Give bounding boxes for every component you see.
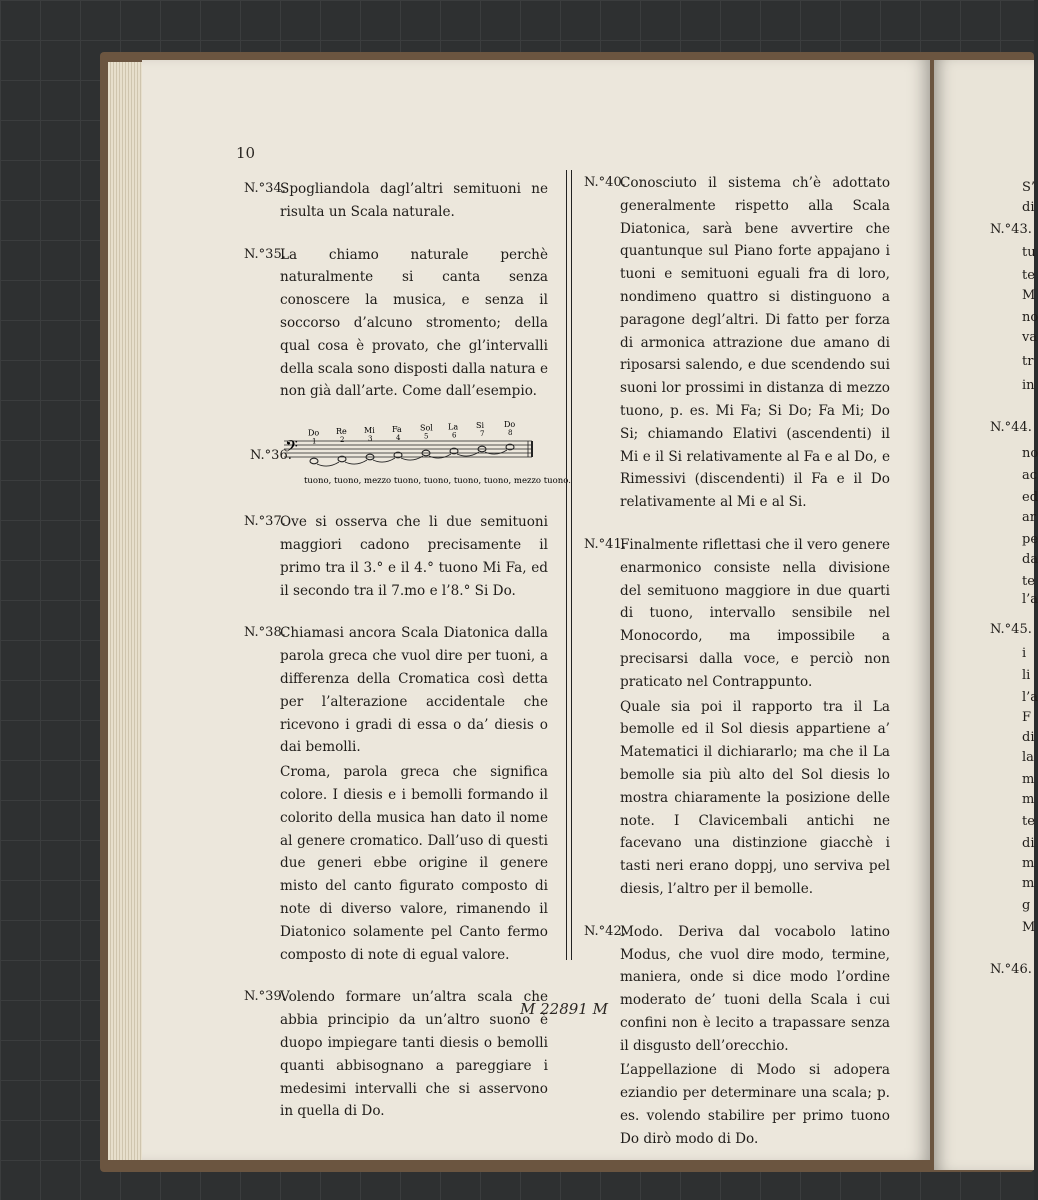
facing-page-fragment: da (1022, 552, 1038, 567)
facing-page-fragment: va (1022, 330, 1038, 345)
note-name: Do (504, 420, 516, 430)
note-degree: 8 (508, 429, 513, 438)
note-degree: 3 (368, 435, 373, 444)
facing-page-fragment: di (1022, 200, 1035, 215)
note-name: Sol (420, 423, 433, 433)
paragraph-text: La chiamo naturale perchè naturalmente si canta senza conoscere la musica, e senza il soccorso d’alcuno stromento; della qual cosa è provato, che gl’intervalli della scala sono disposti dalla natura e non già dall’arte. Come dall’esempio. (280, 246, 548, 400)
facing-page-fragment: M (1022, 920, 1036, 935)
facing-page-fragment: no (1022, 446, 1038, 461)
paragraph-number: N.°36. (250, 448, 292, 464)
paragraph-34 (244, 178, 548, 224)
note-degree: 2 (340, 436, 345, 445)
music-staff (284, 420, 571, 489)
paragraph-38 (244, 622, 548, 759)
paragraph-35 (244, 244, 548, 404)
note-name: Re (336, 427, 347, 437)
facing-page-fragment: l’a (1022, 690, 1038, 705)
note-head (310, 458, 318, 464)
note-name: Mi (364, 426, 375, 436)
next-page-label: N.°46. (990, 962, 1032, 977)
facing-page-fragment: M (1022, 288, 1036, 303)
paragraph-number: N.°34. (244, 181, 286, 196)
note-degree: 6 (452, 431, 457, 440)
interval-text: tuono, tuono, mezzo tuono, tuono, tuono, tuono, mezzo tuono. (304, 476, 571, 487)
next-page-label: N.°43. (990, 222, 1032, 237)
paragraph-42 (584, 921, 890, 1058)
paragraph-text: Finalmente riflettasi che il vero genere enarmonico consiste nella divisione del semituono maggiore in due quarti di tuono, intervallo sensibile nel Monocordo, ma impossibile a precisarsi dalla voce, e perciò non praticato nel Contrappunto. (620, 536, 890, 690)
facing-page-fragment: in (1022, 378, 1035, 393)
paragraph-number: N.°42. (584, 923, 626, 939)
facing-page-fragment: te (1022, 814, 1035, 829)
paragraph-text: Quale sia poi il rapporto tra il La bemolle ed il Sol diesis appartiene a’ Matematici il dichiararlo; ma che il La bemolle sia più alto del Sol diesis lo mostra chiaramente la posizione delle note. I Clavicembali antichi ne facevano una distinzione giacchè i tasti neri erano doppj, uno serviva pel diesis, l’altro per il bemolle. (620, 698, 890, 897)
slur (485, 450, 507, 454)
slur (345, 460, 367, 464)
facing-page-fragment: tr (1022, 354, 1034, 369)
facing-page-fragment: no (1022, 310, 1038, 325)
slur (317, 462, 339, 466)
paragraph-number: N.°37. (244, 514, 286, 530)
facing-page-fragment: m (1022, 792, 1035, 807)
plate-number: M 22891 M (520, 1000, 608, 1018)
note-name: La (448, 422, 459, 432)
notes-group (308, 420, 515, 466)
paragraph-text: L’appellazione di Modo si adopera eziandio per determinare una scala; p. es. volendo stabilire per primo tuono Do dirò modo di Do. (620, 1062, 890, 1147)
paragraph-37 (244, 511, 548, 602)
scale-example (244, 420, 571, 489)
slur (429, 454, 451, 458)
next-page-label: N.°44. (990, 420, 1032, 435)
note-name: Fa (392, 424, 402, 434)
facing-page-fragment: ar (1022, 510, 1036, 525)
paragraph-41-cont (584, 696, 890, 901)
facing-page-fragment: te (1022, 574, 1035, 589)
paragraph-number: N.°38. (244, 625, 286, 641)
facing-page-fragment: di (1022, 730, 1035, 745)
paragraph-number: N.°35. (244, 246, 286, 262)
note-degree: 5 (424, 432, 429, 441)
note-name: Si (476, 421, 485, 431)
note-degree: 4 (396, 433, 401, 442)
facing-page-fragment: pe (1022, 532, 1038, 547)
note-degree: 1 (312, 437, 317, 446)
facing-page-fragment: F (1022, 710, 1032, 725)
paragraph-38-cont (244, 761, 548, 966)
facing-page-fragment: S’ (1022, 180, 1036, 195)
note-degree: 7 (480, 430, 485, 439)
paragraph-42-cont (584, 1059, 890, 1150)
paragraph-40 (584, 172, 890, 514)
next-page-label: N.°45. (990, 622, 1032, 637)
paragraph-text: Ove si osserva che li due semituoni maggiori cadono precisamente il primo tra il 3.° e il 4.° tuono Mi Fa, ed il secondo tra il 7.mo e l’8.° Si Do. (280, 514, 548, 599)
facing-page-fragment: ed (1022, 490, 1038, 505)
paragraph-number: N.°40. (584, 175, 626, 190)
note-name: Do (308, 428, 320, 438)
paragraph-text: Modo. Deriva dal vocabolo latino Modus, che vuol dire modo, termine, maniera, onde si dice modo l’ordine moderato de’ tuoni della Scala i cui confini non è lecito a trapassare senza il disgusto dell’orecchio. (620, 923, 890, 1054)
paragraph-number: N.°39. (244, 989, 286, 1005)
facing-page-fragment: i (1022, 646, 1027, 661)
facing-page-fragment: g (1022, 898, 1031, 913)
facing-page-fragment: tu (1022, 245, 1036, 260)
slur (373, 458, 395, 462)
facing-page-fragment: m (1022, 876, 1035, 891)
facing-page-fragment: ac (1022, 468, 1038, 483)
facing-page-fragment: l’a (1022, 592, 1038, 607)
paragraph-text: Spogliandola dagl’altri semituoni ne risulta un Scala naturale. (280, 181, 548, 220)
paragraph-39 (244, 986, 548, 1123)
facing-page-fragment: m (1022, 856, 1035, 871)
paragraph-number: N.°41. (584, 536, 626, 552)
bass-clef-icon: 𝄢 (285, 436, 298, 461)
page-number: 10 (236, 144, 256, 162)
paragraph-text: Conosciuto il sistema ch’è adottato generalmente rispetto alla Scala Diatonica, sarà bene avvertire che quantunque sul Piano forte appajano i tuoni e semituoni eguali fra di loro, nondimeno quattro si distinguono a paragone degl’altri. Di fatto per forza di armonica attrazione due amano di riposarsi salendo, e due scendendo sui suoni lor prossimi in distanza di mezzo tuono, p. es. Mi Fa; Si Do; Fa Mi; Do Si; chiamando Elativi (ascendenti) il Mi e il Si relativamente al Fa e al Do, e Rimessivi (discendenti) il Fa e il Do relativamente al Mi e al Si. (620, 175, 890, 511)
facing-page-fragment: la (1022, 750, 1034, 765)
right-column (584, 172, 890, 1171)
paragraph-41 (584, 534, 890, 694)
paragraph-text: Volendo formare un’altra scala che abbia principio da un’altro suono è duopo impiegare tanti diesis o bemolli quanti abbisognano a pareggiare i medesimi intervalli che si asservono in quella di Do. (280, 989, 548, 1120)
facing-page-fragment: li (1022, 668, 1031, 683)
paragraph-text: Chiamasi ancora Scala Diatonica dalla parola greca che vuol dire per tuoni, a differenza della Cromatica così detta per l’alterazione accidentale che ricevono i gradi di essa o da’ diesis o dai bemolli. (280, 625, 548, 756)
facing-page-fragment: te (1022, 268, 1035, 283)
column-divider (566, 170, 572, 960)
facing-page-fragment: m (1022, 772, 1035, 787)
paragraph-text: Croma, parola greca che significa colore. I diesis e i bemolli formando il colorito della musica han dato il nome al genere cromatico. Dall’uso di questi due generi ebbe origine il genere misto del canto figurato composto di note di diverso valore, rimanendo il Diatonico solamente pel Canto fermo composto di note di egual valore. (280, 764, 548, 963)
facing-page-fragment: di (1022, 836, 1035, 851)
